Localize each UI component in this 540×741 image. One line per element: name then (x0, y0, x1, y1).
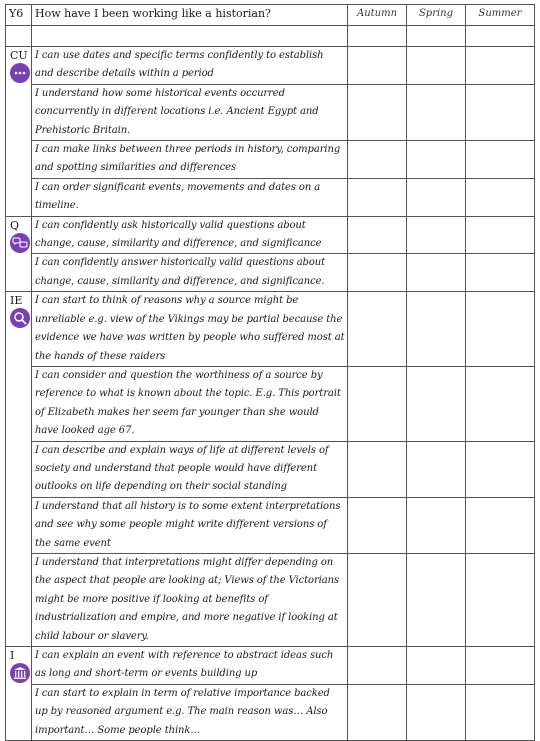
statement-text: I can consider and question the worthiness of a source by reference to what is known about the topic. E.g. This portrait of Elizabeth makes her seem far younger than she would have looked age 67. (32, 366, 348, 441)
assessment-sheet (5, 4, 535, 741)
header-row (6, 5, 535, 26)
tick-cell-spring[interactable] (407, 141, 466, 179)
tick-cell-summer[interactable] (466, 441, 535, 497)
statement-row (6, 141, 535, 179)
statement-text: I can confidently ask historically valid questions about change, cause, similarity and difference, and significance (32, 216, 348, 254)
statement-row (6, 84, 535, 140)
tick-cell-autumn[interactable] (348, 366, 407, 441)
tick-cell-summer[interactable] (466, 292, 535, 367)
statement-text: I understand that all history is to some extent interpretations and see why some people might write different versions of the same event (32, 497, 348, 553)
tick-cell-spring[interactable] (407, 84, 466, 140)
tick-cell-autumn[interactable] (348, 254, 407, 292)
statement-row (6, 47, 535, 85)
tick-cell-autumn[interactable] (348, 141, 407, 179)
statement-row (6, 366, 535, 441)
dots-icon (10, 63, 30, 83)
assessment-table (5, 4, 535, 741)
statement-text: I can confidently answer historically valid questions about change, cause, similarity and difference, and significance. (32, 254, 348, 292)
statement-row (6, 292, 535, 367)
statement-row (6, 497, 535, 553)
statement-text: I can explain an event with reference to abstract ideas such as long and short-term or events building up (32, 647, 348, 685)
tick-cell-autumn[interactable] (348, 441, 407, 497)
statement-row (6, 178, 535, 216)
tick-cell-summer[interactable] (466, 254, 535, 292)
skill-code: CU (10, 49, 28, 62)
tick-cell-summer[interactable] (466, 216, 535, 254)
statement-row (6, 254, 535, 292)
skill-code: Q (10, 218, 20, 232)
skill-code-cell (6, 216, 32, 292)
tick-cell-autumn[interactable] (348, 178, 407, 216)
tick-cell-spring[interactable] (407, 254, 466, 292)
skill-code-cell (6, 292, 32, 647)
year-label: Y6 (6, 5, 32, 26)
tick-cell-autumn[interactable] (348, 553, 407, 646)
tick-cell-summer[interactable] (466, 47, 535, 85)
tick-cell-spring[interactable] (407, 216, 466, 254)
statement-text: I understand how some historical events occurred concurrently in different locations i.e. Ancient Egypt and Prehistoric Britain. (32, 84, 348, 140)
statement-text: I can describe and explain ways of life at different levels of society and understand that people would have different outlooks on life depending on their social standing (32, 441, 348, 497)
statement-text: I understand that interpretations might differ depending on the aspect that people are looking at; Views of the Victorians might be more positive if looking at benefits of industrialization and empire, and more negative if looking at child labour or slavery. (32, 553, 348, 646)
tick-cell-summer[interactable] (466, 684, 535, 740)
blank-row (6, 26, 535, 47)
tick-cell-spring[interactable] (407, 497, 466, 553)
skill-code-cell (6, 647, 32, 741)
tick-cell-spring[interactable] (407, 47, 466, 85)
tick-cell-spring[interactable] (407, 684, 466, 740)
statement-row (6, 684, 535, 740)
blank-cell (407, 26, 466, 47)
statement-text: I can start to think of reasons why a source might be unreliable e.g. view of the Vikings may be partial because the evidence we have was written by people who suffered most at the hands of these raiders (32, 292, 348, 367)
tick-cell-spring[interactable] (407, 366, 466, 441)
building-icon (10, 663, 30, 683)
blank-cell (348, 26, 407, 47)
tick-cell-summer[interactable] (466, 178, 535, 216)
statement-text: I can use dates and specific terms confidently to establish and describe details within a period (32, 47, 348, 85)
statement-text: I can order significant events, movements and dates on a timeline. (32, 178, 348, 216)
tick-cell-summer[interactable] (466, 366, 535, 441)
term-autumn: Autumn (348, 5, 407, 26)
tick-cell-autumn[interactable] (348, 292, 407, 367)
skill-code: IE (10, 294, 23, 308)
statement-text: I can start to explain in term of relative importance backed up by reasoned argument e.g. The main reason was… Also important… Some people think… (32, 684, 348, 740)
tick-cell-autumn[interactable] (348, 47, 407, 85)
statement-row (6, 216, 535, 254)
tick-cell-summer[interactable] (466, 497, 535, 553)
tick-cell-autumn[interactable] (348, 497, 407, 553)
blank-cell (6, 26, 32, 47)
question-heading: How have I been working like a historian? (32, 5, 348, 26)
statement-row (6, 441, 535, 497)
magnifier-icon (10, 308, 30, 328)
blank-cell (466, 26, 535, 47)
tick-cell-summer[interactable] (466, 647, 535, 685)
statement-text: I can make links between three periods in history, comparing and spotting similarities and differences (32, 141, 348, 179)
tick-cell-summer[interactable] (466, 553, 535, 646)
tick-cell-spring[interactable] (407, 553, 466, 646)
statement-row (6, 553, 535, 646)
tick-cell-autumn[interactable] (348, 684, 407, 740)
term-summer: Summer (466, 5, 535, 26)
blank-cell (32, 26, 348, 47)
skill-code-cell (6, 47, 32, 217)
term-spring: Spring (407, 5, 466, 26)
tick-cell-spring[interactable] (407, 441, 466, 497)
tick-cell-spring[interactable] (407, 178, 466, 216)
tick-cell-summer[interactable] (466, 84, 535, 140)
tick-cell-spring[interactable] (407, 647, 466, 685)
tick-cell-spring[interactable] (407, 292, 466, 367)
tick-cell-autumn[interactable] (348, 84, 407, 140)
speech-bubbles-icon (10, 233, 30, 253)
tick-cell-autumn[interactable] (348, 216, 407, 254)
skill-code: I (10, 649, 15, 662)
tick-cell-summer[interactable] (466, 141, 535, 179)
statement-row (6, 647, 535, 685)
tick-cell-autumn[interactable] (348, 647, 407, 685)
